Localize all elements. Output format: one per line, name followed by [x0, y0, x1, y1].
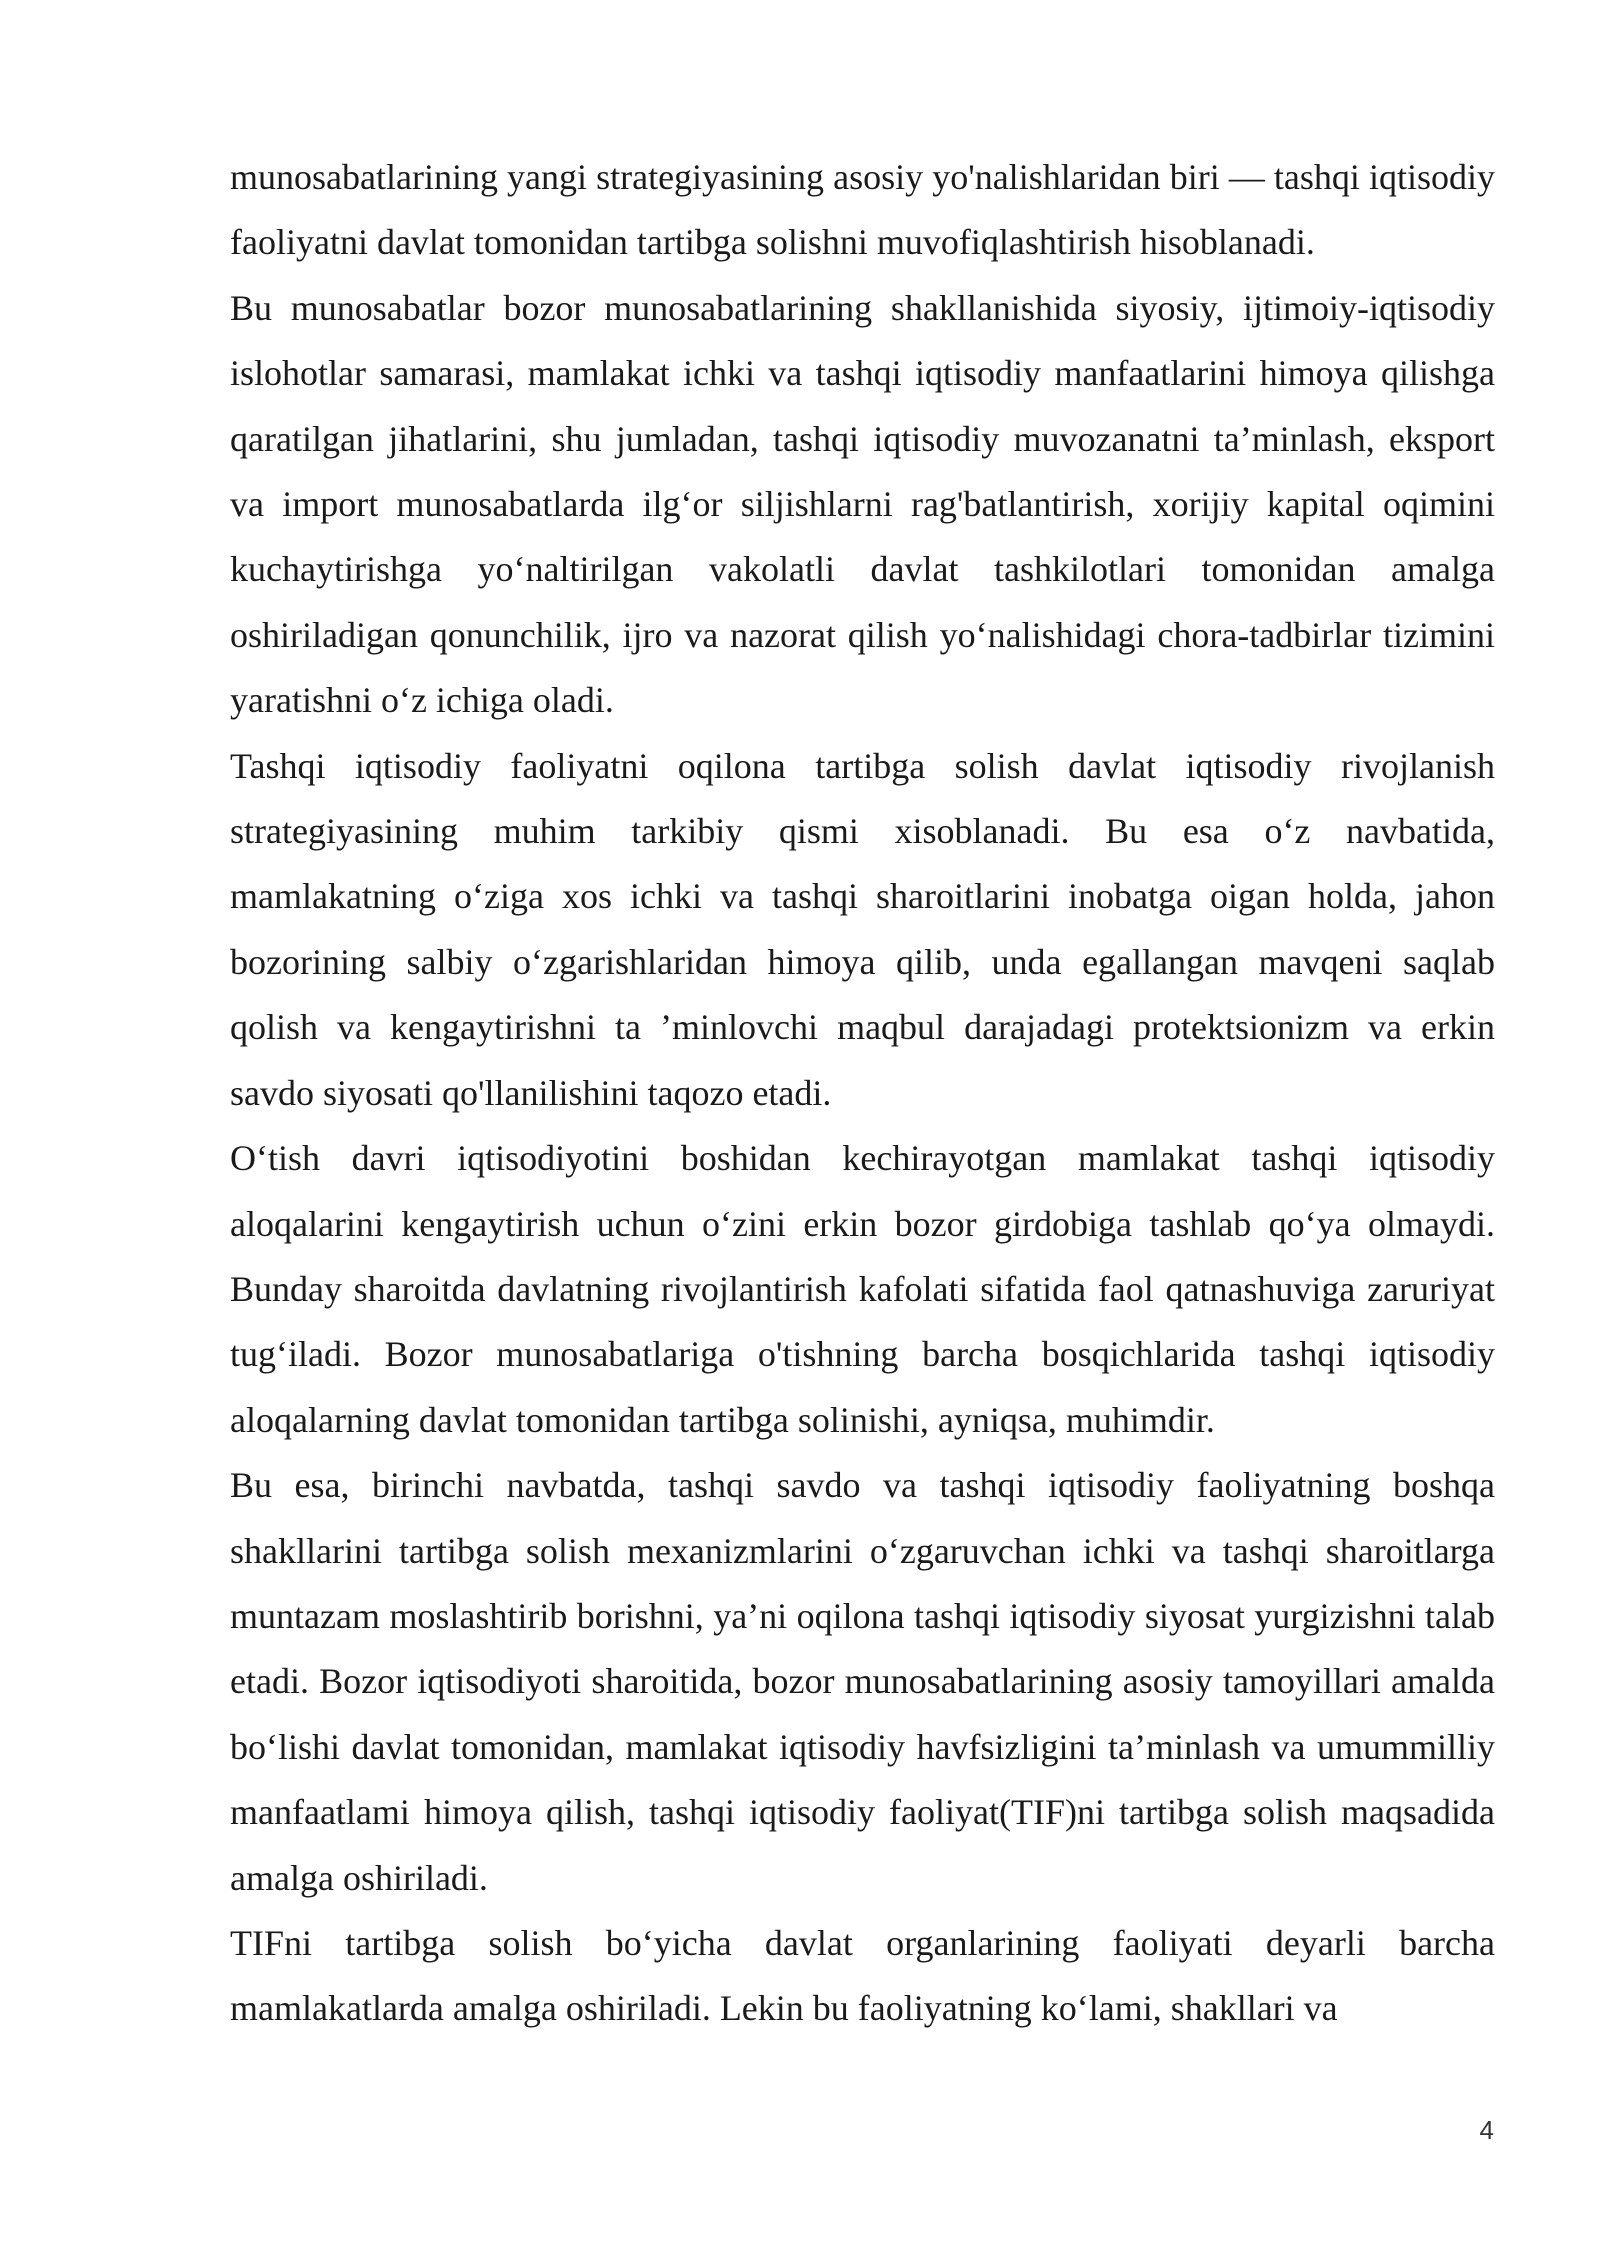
paragraph-5: Bu esa, birinchi navbatda, tashqi savdo va tashqi iqtisodiy faoliyatning boshqa shakllarini tartibga solish mexanizmlarini o‘zgaruvchan ichki va tashqi sharoitlarga muntazam moslashtirib borishni, ya’ni oqilona tashqi iqtisodiy siyosat yurgizishni talab etadi. Bozor iqtisodiyoti sharoitida, bozor munosabatlarining asosiy tamoyillari amalda bo‘lishi davlat tomonidan, mamlakat iqtisodiy havfsizligini ta’minlash va umummilliy manfaatlami himoya qilish, tashqi iqtisodiy faoliyat(TIF)ni tartibga solish maqsadida amalga oshiriladi. [230, 1465, 1495, 1898]
body-text [230, 145, 1495, 2042]
paragraph-6: TIFni tartibga solish bo‘yicha davlat organlarining faoliyati deyarli barcha mamlakatlarda amalga oshiriladi. Lekin bu faoliyatning ko‘lami, shakllari va [230, 1922, 1495, 2029]
paragraph-3: Tashqi iqtisodiy faoliyatni oqilona tartibga solish davlat iqtisodiy rivojlanish strategiyasining muhim tarkibiy qismi xisoblanadi. Bu esa o‘z navbatida, mamlakatning o‘ziga xos ichki va tashqi sharoitlarini inobatga oigan holda, jahon bozorining salbiy o‘zgarishlaridan himoya qilib, unda egallangan mavqeni saqlab qolish va kengaytirishni ta ’minlovchi maqbul darajadagi protektsionizm va erkin savdo siyosati qo'llanilishini taqozo etadi. [230, 745, 1495, 1113]
paragraph-1: munosabatlarining yangi strategiyasining asosiy yo'nalishlaridan biri — tashqi iqtisodiy faoliyatni davlat tomonidan tartibga solishni muvofiqlashtirish hisoblanadi. [230, 157, 1495, 263]
page-number: 4 [1479, 2115, 1494, 2145]
paragraph-4: O‘tish davri iqtisodiyotini boshidan kechirayotgan mamlakat tashqi iqtisodiy aloqalarini kengaytirish uchun o‘zini erkin bozor girdobiga tashlab qo‘ya olmaydi. Bunday sharoitda davlatning rivojlantirish kafolati sifatida faol qatnashuviga zaruriyat tug‘iladi. Bozor munosabatlariga o'tishning barcha bosqichlarida tashqi iqtisodiy aloqalarning davlat tomonidan tartibga solinishi, ayniqsa, muhimdir. [230, 1138, 1495, 1440]
paragraph-2: Bu munosabatlar bozor munosabatlarining shakllanishida siyosiy, ijtimoiy-iqtisodiy islohotlar samarasi, mamlakat ichki va tashqi iqtisodiy manfaatlarini himoya qilishga qaratilgan jihatlarini, shu jumladan, tashqi iqtisodiy muvozanatni ta’minlash, eksport va import munosabatlarda ilg‘or siljishlarni rag'batlantirish, xorijiy kapital oqimini kuchaytirishga yo‘naltirilgan vakolatli davlat tashkilotlari tomonidan amalga oshiriladigan qonunchilik, ijro va nazorat qilish yo‘nalishidagi chora-tadbirlar tizimini yaratishni o‘z ichiga oladi. [230, 287, 1495, 721]
